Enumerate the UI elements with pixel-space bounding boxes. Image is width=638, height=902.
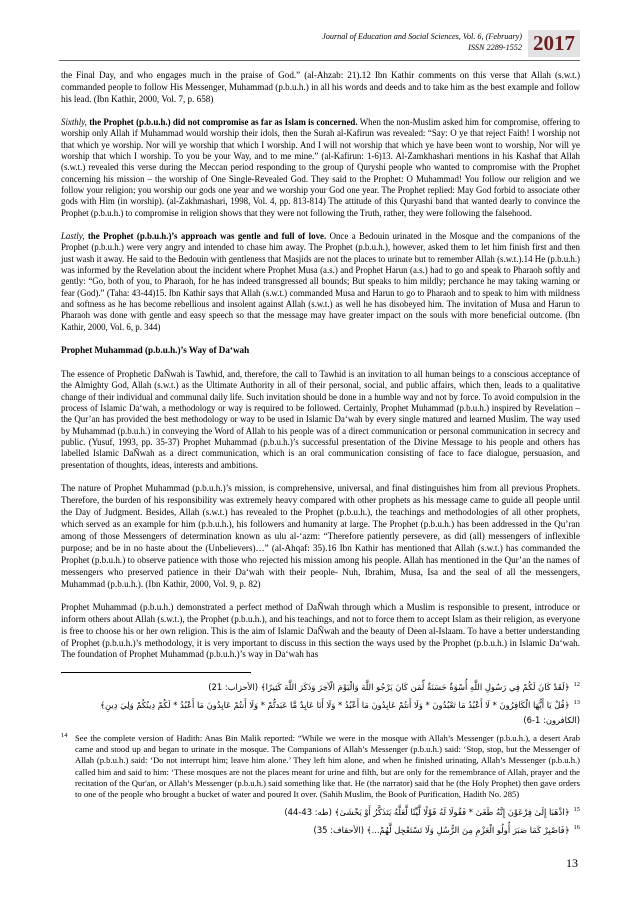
journal-issn: ISSN 2289-1552 — [468, 42, 522, 52]
paragraph-text: When the non-Muslim asked him for compromise, offering to worship only Allah if Muhammad would worship their idols, then the Surah al-Kafirun was revealed: “Say: O ye that reject Faith! I worship not that which ye worship. Nor will ye worship that which I worship. And I will not worship that which ye have been wont to worship, Nor will ye worship that which I worship. To you be your Way, and to me mine.” (al-Kafirun: 1-6)13. Al-Zamkhashari mentions in his Kashaf that Allah (s.w.t.) revealed this verse during the Meccan period responding to the group of Quryshi people who wanted to compromise with the Prophet concerning his mission – the worship of One Single-Revealed God. They said to the Prophet: O Muhammad! You follow our religion and we follow your religion; you worship our gods one year and we worship your God one year. The Prophet replied: May God forbid to associate other gods with Him (in worship). (al-Zakhmashari, 1998, Vol. 4, pp. 813-814) The attitude of this Quryashi band that wanted dearly to convince the Prophet (p.b.u.h.) to compromise in religion shows that they were not following the Truth, rather, they were following the falsehood. — [61, 116, 580, 218]
footnote-13 — [61, 695, 580, 728]
point-heading: the Prophet (p.b.u.h.) did not compromise as far as Islam is concerned. — [89, 116, 358, 127]
paragraph — [61, 231, 580, 333]
paragraph: The nature of Prophet Muhammad (p.b.u.h.)’s mission, is comprehensive, universal, and final distinguishes him from all previous Prophets. Therefore, the burden of his responsibility was extremely heavy compared with other prophets as his message came to guide all people until the Day of Judgment. Besides, Allah (s.w.t.) has revealed to the Prophet (p.b.u.h.), the teachings and methodologies of all other prophets, which served as an example for him (p.b.u.h.), his followers and humanity at large. The Prophet (p.b.u.h.) has been addressed in the Qu’ran among of those Messengers of determination known as ulu al-‘azm: “Therefore patiently persevere, as did (all) messengers of inflexible purpose; and be in no haste about the (Unbelievers)…” (al-Ahqaf: 35).16 Ibn Kathir has mentioned that Allah (s.w.t.) has commanded the Prophet (p.b.u.h.) to observe patience with those who rejected his mission among his people. Allah has mentioned in the Qur’an the names of messengers who preserved patience in their Da‘wah with their people- Nuh, Ibrahim, Musa, Isa and the seal of all the messengers, Muhammad (p.b.u.h.). (Ibn Kathir, 2000, Vol. 9, p. 82) — [61, 483, 580, 589]
footnote-number: 14 — [61, 732, 68, 740]
footnote-separator — [61, 672, 251, 673]
footnote-15 — [61, 802, 580, 820]
emphasis: Lastly, — [61, 230, 88, 241]
footnote-number: 12 — [573, 681, 580, 689]
section-heading: Prophet Muhammad (p.b.u.h.)’s Way of Da‘wah — [61, 345, 250, 356]
footnote-text: See the complete version of Hadith: Anas Bin Malik reported: “While we were in the mosque with Allah’s Messenger (p.b.u.h.), a desert Arab came and stood up and began to urinate in the mosque. The Companions of Allah’s Messenger (p.b.u.h.) said: ‘Stop, stop, but the Messenger of Allah (p.b.u.h.) said: ‘Do not interrupt him; leave him alone.’ They left him alone, and when he finished urinating, Allah’s Messenger (p.b.u.h.) called him and said to him: ‘These mosques are not the places meant for urine and filth, but are only for the remembrance of Allah, prayer and the recitation of the Qur'an, or Allah’s Messenger (p.b.u.h.) said something like that. He (the narrator) said that he (the Holy Prophet) then gave orders to one of the people who brought a bucket of water and poured It over. (Sahih Muslim, the Book of Purification, Hadith No. 285) — [75, 732, 580, 799]
footnotes — [61, 677, 580, 837]
footnote-text: ﴿قُلْ يَا أَيُّهَا الْكَافِرُونَ * لَا أَعْبُدُ مَا تَعْبُدُونَ * وَلَا أَنتُمْ عَابِدُونَ مَا أَعْبُدُ * وَلَا أَنَا عَابِدٌ مَّا عَبَدتُّمْ * وَلَا أَنتُمْ عَابِدُونَ مَا أَعْبُدُ * لَكُمْ دِينُكُمْ وَلِيَ دِينِ﴾ (الكافرون: 1-6) — [100, 700, 580, 726]
footnote-12 — [61, 677, 580, 695]
footnote-number: 16 — [573, 823, 580, 831]
journal-meta — [322, 30, 526, 53]
footnote-text: ﴿لَقَدْ كَانَ لَكُمْ فِي رَسُولِ اللَّهِ أُسْوَةٌ حَسَنَةٌ لِّمَن كَانَ يَرْجُو اللَّهَ وَالْيَوْمَ الْآخِرَ وَذَكَرَ اللَّهَ كَثِيرًا﴾ (الأحزاب: 21) — [208, 682, 570, 693]
footnote-14 — [61, 730, 580, 800]
paragraph: Prophet Muhammad (p.b.u.h.) demonstrated a perfect method of DaÑwah through which a Muslim is responsible to present, introduce or inform others about Allah (s.w.t.), the Prophet (p.b.u.h.), and his teachings, and not to force them to accept Islam as their religion, as everyone is free to choose his or her own religion. This is the aim of Islamic DaÑwah and the beauty of Deen al-Islaam. To have a better understanding of Prophet (p.b.u.h.)’s methodology, it is very important to discuss in this section the ways used by the Prophet (p.b.u.h.) in Islamic Da‘wah. The foundation of Prophet Muhammad (p.b.u.h.)’s way in Da‘wah has — [61, 601, 580, 660]
year-badge: 2017 — [528, 30, 580, 57]
journal-title: Journal of Education and Social Sciences, Vol. 6, (February) — [322, 32, 522, 41]
paragraph: the Final Day, and who engages much in the praise of God.” (al-Ahzab: 21).12 Ibn Kathir comments on this verse that Allah (s.w.t.) commanded people to follow His Messenger, Muhammad (p.b.u.h.) in all his words and deeds and to take him as the best example and follow his lead. (Ibn Kathir, 2000, Vol. 7, p. 658) — [61, 70, 580, 104]
footnote-number: 15 — [573, 806, 580, 814]
page-number: 13 — [566, 856, 578, 870]
footnote-number: 13 — [573, 699, 580, 707]
footnote-16 — [61, 820, 580, 838]
paragraph — [61, 117, 580, 219]
point-heading: the Prophet (p.b.u.h.)’s approach was gentle and full of love. — [87, 230, 327, 241]
header-rule — [59, 60, 580, 61]
footnote-text: ﴿اذْهَبَا إِلَىٰ فِرْعَوْنَ إِنَّهُ طَغَىٰ * فَقُولَا لَهُ قَوْلًا لَّيِّنًا لَّعَلَّهُ يَتَذَكَّرُ أَوْ يَخْشَىٰ﴾ (طه: 43-44) — [284, 806, 570, 817]
article-body — [61, 70, 580, 838]
footnote-text: ﴿فَاصْبِرْ كَمَا صَبَرَ أُولُو الْعَزْمِ مِنَ الرُّسُلِ وَلَا تَسْتَعْجِل لَّهُمْ...﴾ (الأحقاف: 35) — [313, 824, 570, 835]
paragraph: The essence of Prophetic DaÑwah is Tawhid, and, therefore, the call to Tawhid is an invitation to all human beings to a conscious acceptance of the Almighty God, Allah (s.w.t.) as the Ultimate Authority in all of their personal, social, and public affairs, which then, leads to a qualitative change of their individual and communal daily life. Such invitation should be done in a humble way and not by force. To avoid compulsion in the process of Islamic Da‘wah, a methodology or way is required to be followed. Certainly, Prophet Muhammad (p.b.u.h.) inspired by Revelation – the Qur’an has provided the best methodology or way to be used in Islamic Da‘wah by every single matured and learned Muslim. The way used by Muhammad (p.b.u.h.) in conveying the Word of Allah to his people was of a direct communication or personal communication in secrecy and public. (Yusuf, 1993, pp. 35-37) Prophet Muhammad (p.b.u.h.)’s successful presentation of the Divine Message to his people and others has labelled Islamic DaÑwah as a direct communication, which is an oral communication consisting of face to face dialogue, persuasion, and presentation of thoughts, ideas, interests and ambitions. — [61, 369, 580, 470]
emphasis: Sixthly, — [61, 116, 90, 127]
paragraph-text: Once a Bedouin urinated in the Mosque and the companions of the Prophet (p.b.u.h.) were very angry and intended to chase him away. The Prophet (p.b.u.h.), however, asked them to let him finish first and then just wash it away. He said to the Bedouin with gentleness that Masjids are not the places to urinate but to remember Allah (s.w.t.).14 He (p.b.u.h.) was informed by the Revelation about the incident where Prophet Musa (a.s.) and Prophet Harun (a.s.) had to go and speak to Pharaoh softly and gently: “Go, both of you, to Pharaoh, for he has indeed transgressed all bounds; But speaks to him mildly; perchance he may taking warning or fear (God).” (Taha: 43-44)15. Ibn Kathir says that Allah (s.w.t.) commanded Musa and Harun to go to Pharaoh and to speak to him with mildness and softness as he has become rebellious and insolent against Allah (s.w.t.) as well he has disobeyed him. The invitation of Musa and Harun to Pharaoh was done with gentle and easy speech so that the message may have greater impact on the souls with more beneficial outcome. (Ibn Kathir, 2000, Vol. 6, p. 344) — [61, 230, 580, 332]
running-header — [322, 30, 580, 64]
